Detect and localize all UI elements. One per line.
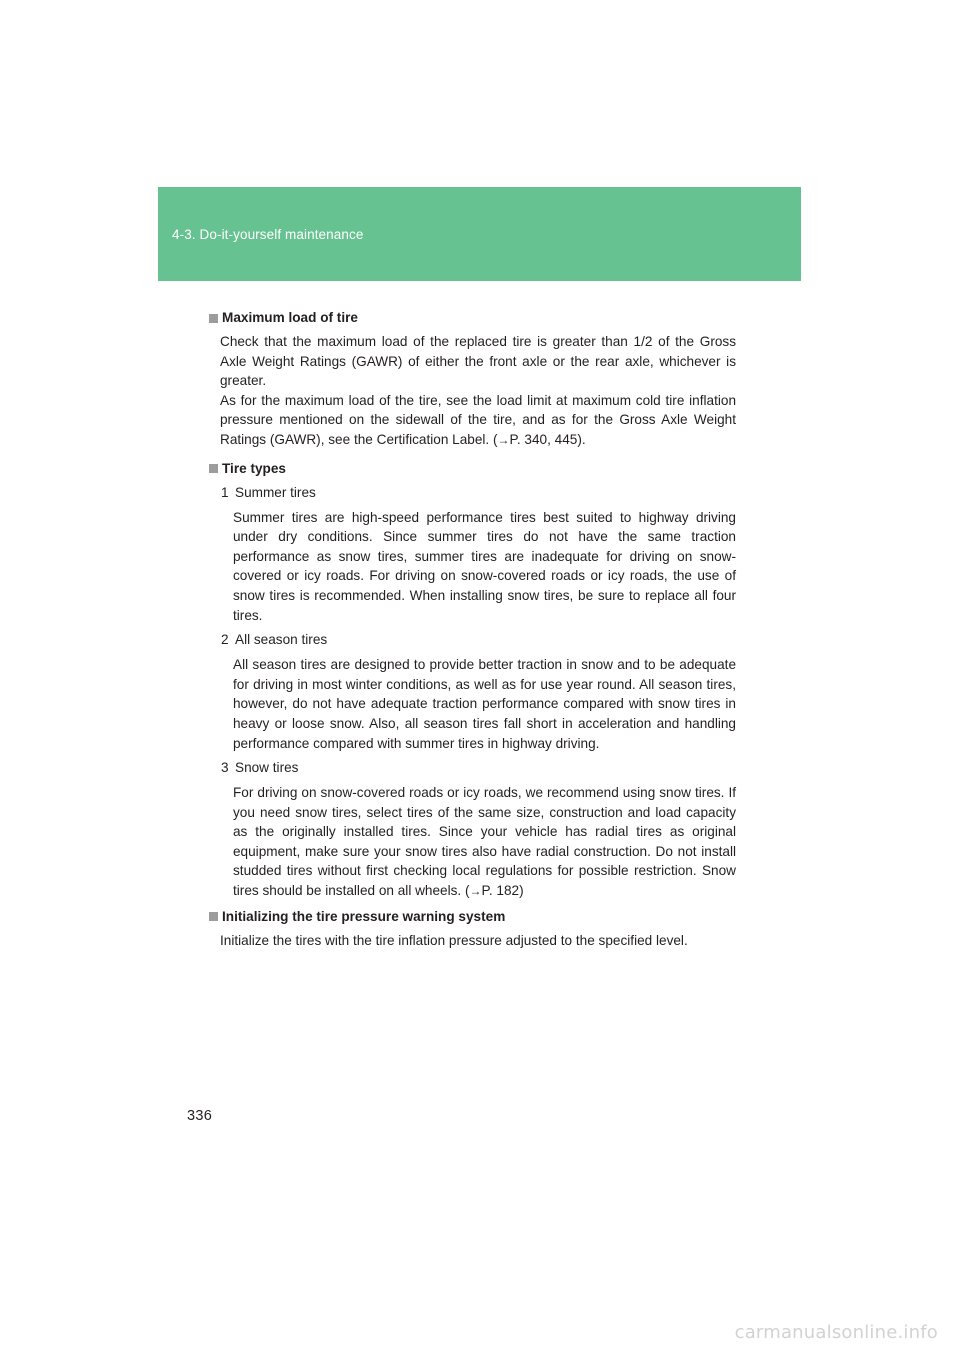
list-item-body-text: For driving on snow-covered roads or icy roads, we recommend using snow tires. If you need snow tires, select tires of the same size, construction and load capacity as the originally installed tires. Since your vehicle has radial tires as original equipment, make sure your snow tires also have radial construction. Do not install studded tires without first checking local regulations for possible restriction. Snow tires should be installed on all wheels. (	[233, 785, 736, 899]
paragraph-text	[220, 391, 736, 451]
square-bullet-icon	[209, 912, 218, 921]
section-tire-types	[208, 459, 736, 902]
right-arrow-icon: →	[497, 432, 510, 447]
list-item-label: Snow tires	[235, 760, 299, 776]
list-item-body	[233, 783, 736, 902]
paragraph-text-part: As for the maximum load of the tire, see the load limit at maximum cold tire inflation pressure mentioned on the sidewall of the tire, and as for the Gross Axle Weight Ratings (GAWR), see the Certification Label. (	[220, 392, 736, 447]
list-item-label: All season tires	[235, 632, 328, 648]
list-item-heading	[220, 483, 736, 503]
section-header-band	[158, 187, 801, 281]
page-reference-link[interactable]: P. 182)	[481, 883, 524, 899]
right-arrow-icon: →	[469, 884, 482, 899]
watermark: carmanualsonline.info	[734, 1322, 938, 1343]
square-bullet-icon	[209, 464, 218, 473]
section-title	[208, 308, 736, 328]
list-item-number: 3	[221, 760, 229, 776]
paragraph-text: Check that the maximum load of the replaced tire is greater than 1/2 of the Gross Axle Weight Ratings (GAWR) of either the front axle or the rear axle, whichever is greater.	[220, 334, 736, 389]
page-number: 336	[187, 1108, 213, 1124]
list-item	[220, 630, 736, 753]
list-item-heading	[220, 630, 736, 650]
list-item-number: 1	[221, 484, 229, 500]
list-item-label: Summer tires	[235, 484, 316, 500]
list-item-number: 2	[221, 632, 229, 648]
square-bullet-icon	[209, 314, 218, 323]
list-item	[220, 483, 736, 626]
page-content	[208, 308, 736, 954]
section-header-title: 4-3. Do-it-yourself maintenance	[172, 227, 364, 242]
list-item	[220, 758, 736, 902]
list-item-body: Summer tires are high-speed performance tires best suited to highway driving under dry conditions. Since summer tires do not have the same traction performance as snow tires, summer tires are inadequate for driving on snow-covered or icy roads. For driving on snow-covered roads or icy roads, the use of snow tires is recommended. When installing snow tires, be sure to replace all four tires.	[233, 509, 736, 623]
paragraph	[220, 332, 736, 451]
paragraph: Initialize the tires with the tire inflation pressure adjusted to the specified level.	[220, 932, 688, 948]
section-title	[208, 907, 736, 927]
section-initializing-tpws	[208, 907, 736, 951]
list-item-heading	[220, 758, 736, 778]
section-title-text: Tire types	[222, 460, 286, 476]
section-title-text: Maximum load of tire	[222, 310, 358, 325]
section-title	[208, 459, 736, 479]
list-item-body: All season tires are designed to provide better traction in snow and to be adequate for driving in most winter conditions, as well as for use year round. All season tires, however, do not have adequate traction performance compared with snow tires in heavy or loose snow. Also, all season tires fall short in acceleration and handling performance compared with summer tires in highway driving.	[233, 657, 736, 751]
tire-type-list	[220, 483, 736, 902]
section-title-text: Initializing the tire pressure warning system	[222, 908, 506, 924]
page-reference-link[interactable]: P. 340, 445).	[509, 431, 586, 447]
section-maximum-load	[208, 308, 736, 451]
